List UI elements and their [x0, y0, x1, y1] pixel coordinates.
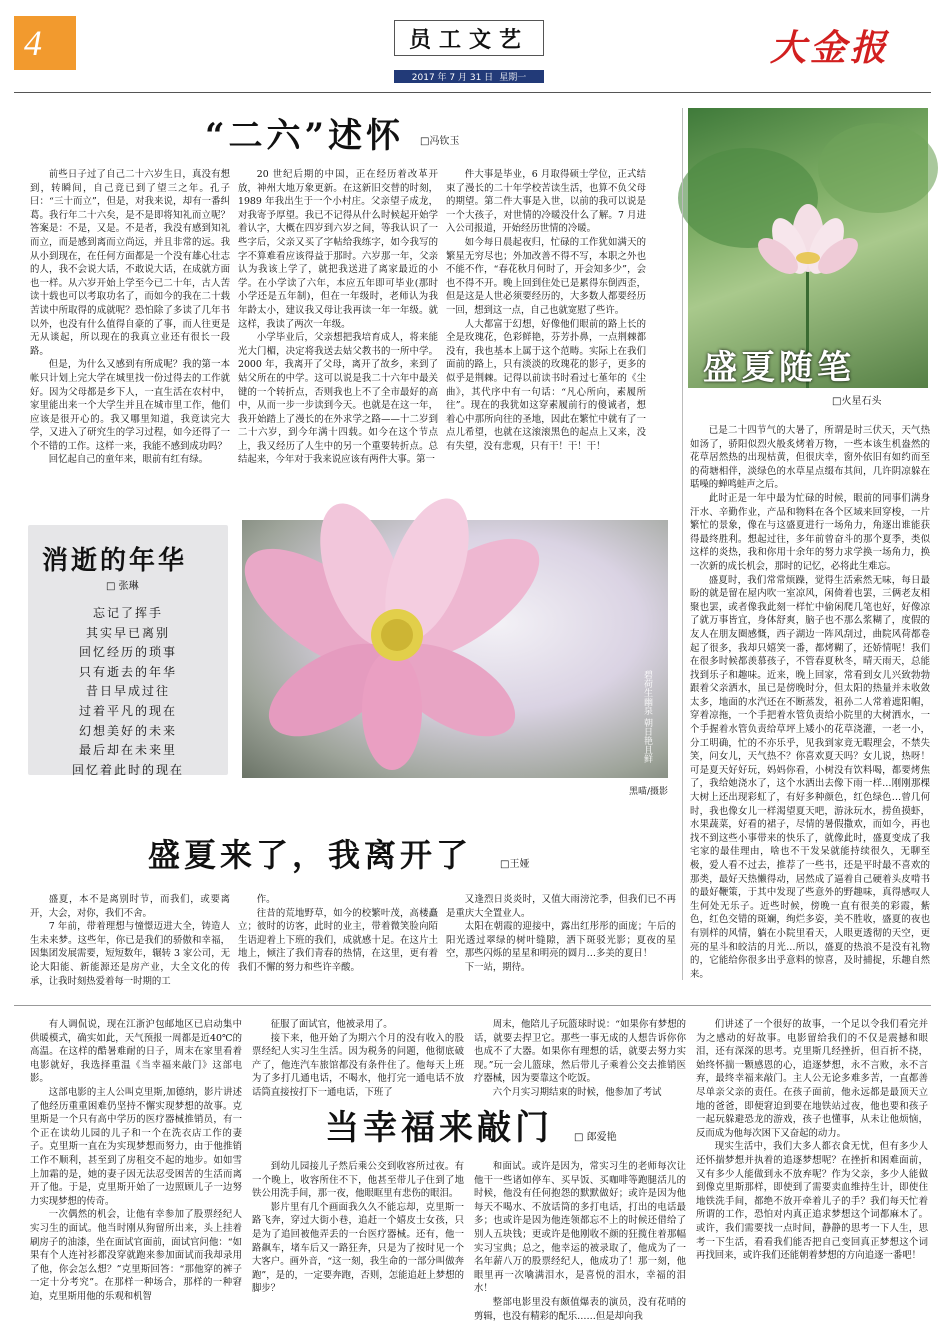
- article2-author: □火星石头: [832, 396, 882, 407]
- issue-weekday: 星期一: [499, 73, 527, 83]
- article5-col3-bottom: [474, 1160, 686, 1322]
- paragraph: 整部电影里没有颇值爆表的演员，没有花哨的剪辑，也没有精彩的配乐……但是却向我: [474, 1296, 686, 1322]
- page-number: 4: [14, 16, 76, 70]
- article4-col1: [30, 893, 230, 987]
- paragraph: 一次偶然的机会，让他有幸参加了股票经纪人实习生的面试。他当时刚从狗留所出来，头上挂着刷房子的油漆，坐在面试官面前，面试官问他：“如果有个人连衬衫都没穿就跑来参加面试而我却录用了他，你会怎么想？”克里斯回答：“那他穿的裤子一定十分考究”。在那样一种场合，那样的一种窘迫，克里斯用他的乐观和机智: [30, 1209, 242, 1302]
- date-bar: [394, 70, 544, 83]
- paragraph: 有人调侃说，现在江浙沪包邮地区已启动集中供暖模式，确实如此，天气预报一周都是近40℃的高温。在这样的酷暑难耐的日子，周末在家里看着电影就好，我选择重温《当幸福来敲门》这部电影。: [30, 1019, 242, 1085]
- poem-author: □ 张琳: [106, 581, 139, 592]
- poem-line: 回忆经历的琐事: [78, 645, 177, 660]
- paragraph: 六个月实习期结束的时候，他参加了考试: [492, 1086, 662, 1098]
- section-rule: [14, 1005, 931, 1006]
- article4-col3: [446, 893, 676, 983]
- poem-line: 只有逝去的年华: [78, 664, 177, 679]
- paragraph: 小学毕业后，父亲想把我培育成人，将来能光大门楣，决定将我送去姑父教书的一所中学。2000 年，我离开了父母，离开了故乡，来到了姑父所在的中学。这可以说是我二十六年中最关键的一个转折点，否则我也上不了全市最好的高中，从而一步一步读到今天。也就是在这一年，我开始踏上了漫长的在外求学之路——十二岁到二十六岁，到今年满十四载。如今在这个节点上，我又经历了人生中的另一个重要转折点。总结起来，今年对于我来说应该有两件大事。第一: [238, 332, 438, 466]
- paragraph: 往昔的荒地野草，如今的校繁叶茂，高楼矗立；彼时的访客，此时的业主，带着微笑脸向陌生语迎着上下班的我们，成就感十足。在这片土地上，倾注了我们青春的热情，在这里，更有着我们不懈的努力和些许辛酸。: [238, 907, 438, 973]
- paragraph: 回忆起自己的童年来，眼前有红有绿。: [48, 454, 209, 466]
- paragraph: 和面试。或许是因为，常实习生的老师每次让他干一些诸如停车、买早饭、买咖啡等跑腿活儿的时候，他没有任何抱怨的默默做好；或许是因为他每天不喝水、不放话筒的多打电话，打出的电话最多；也或许是因为他连领都忘不上的时候还借给了别人五块钱；更或许是他刚收不颜的狂揽住着那幅实习宝典；总之，他幸运的被录取了，他成为了一名年薪八万的股票经纪人，他成功了！那一刻，他眼里再一次噙满泪水，是喜悦的泪水，幸福的泪水！: [474, 1161, 686, 1295]
- poem-title: 消逝的年华: [42, 546, 188, 576]
- paragraph: 已是二十四节气的大暑了，所谓是时三伏天，天气热如汤了，骄阳似烈火般炙烤着万物，一些本该生机盎然的花草居然热的出现枯黄，但很庆幸，窗外依旧有如约而至的荷塘相伴，淡绿色的水草星点缀布其间，几许阴凉躲在聒噪的蝉鸣蛙声之后。: [690, 425, 930, 491]
- article5-col3-top: [474, 1018, 686, 1098]
- lotus-photo-center: [242, 520, 668, 778]
- paragraph: 现实生活中，我们大多人都衣食无忧，但有多少人还怀揣梦想并执着的追逐梦想呢？在挫折和困难面前，又有多少人能做到永不放弃呢？作为父亲，多少人能做到像克里斯那样，即使到了需要卖血维持生计，即使住地铁洗手间，都绝不放开牵着儿子的手？我们每天忙着所谓的工作，恐怕对内真正追求梦想这个词都麻木了。或许，我们需要找一点时间，静静的思考一下人生，思考一下生活，看看我们能否把自己变回真正梦想这个词再找回来，或许我们还能朝着梦想的方向追逐一番吧！: [696, 1141, 928, 1262]
- paragraph: 人大都富于幻想，好像他们眼前的路上长的全是玫瑰花，色彩鲜艳，芬芳扑鼻，一点荆棘都没有，我也基本上属于这个范畴。实际上在我们面前的路上，只有淡淡的玫瑰花的影子，更多的似乎是荆棘。记得以前读书时看过七堇年的《尘曲》，其代序中有一句话：“凡心所向，素履所往”。现在的我犹如这穿素履前行的傻诚者，想着心中那所向往的圣地，因此在繁忙中就有了一点儿希望，也就在这滚滚黑色的起点上又来，没有失望，没有悲观，只有干！干！干！: [446, 318, 646, 452]
- paragraph: 征服了面试官，他被录用了。: [270, 1019, 393, 1030]
- paragraph: 下一站，期待。: [464, 961, 531, 973]
- article4-col2: [238, 893, 438, 983]
- newspaper-logo: 大金报: [770, 27, 891, 69]
- article1-title: “二六”述怀: [205, 116, 405, 156]
- poem-lines: [38, 604, 218, 780]
- article5-author: □ 郎爱艳: [574, 1132, 617, 1143]
- paragraph: 们讲述了一个很好的故事，一个足以令我们看完并为之感动的好故事。电影留给我们的不仅是震撼和眼泪，还有深深的思考。克里斯几经挫折，但百折不挠，始终怀揣一颗感恩的心，追逐梦想，永不言败，永不言弃，最终幸福来敲门。主人公无论多难多苦，一直都善尽单亲父亲的责任。在孩子面前，他永远都是最顶天立地的爸爸，即便窘迫到要在地铁站过夜，他也要和孩子一起玩躲避恐龙的游戏，孩子也懂事，从未让他烦恼，反而成为他每次困下又奋起的动力。: [696, 1019, 928, 1139]
- lotus-bloom-icon: [242, 520, 668, 778]
- paragraph: 作。: [256, 894, 276, 905]
- paragraph: 7 年前，带着理想与憧憬迈进大全，铸造人生未来梦。这些年，你已是我们的骄傲和幸福，因集团发展需要，短短数年，辗转 3 家公司，无论大阳能、新能源还是房产业，大全文化的传承，让我时刻热爱着每一时期的工: [30, 921, 230, 987]
- paragraph: 接下来，他开始了为期六个月的没有收入的股票经纪人实习生生活。因为税务的问题，他彻底破产了，他连汽车旅馆都没有条件住了。他每天上班为了多打几通电话，不喝水，他打完一通电话不放话筒直接按打下一通电话，下班了: [252, 1032, 464, 1098]
- header-rule: [14, 92, 931, 93]
- article4-author: □王娅: [500, 859, 530, 870]
- paragraph: 盛夏时，我们常常烦躁，觉得生活索然无味，每日最盼的就是留在屋内吹一室凉风，闲倚着也罢，三俩老友相聚也罢，或者像我此刻一样忙中偷闲爬几笔也好，好像凉了就万事皆宜，身体舒爽，脑子也不那么浆糊了，度假的友人在朋友圈感慨，西子湖边一阵风刮过，曲院风荷都卷起了很多，我却只嬉笑一番，都烤糊了，还娇情呢！我们在很多时候都羡慕孩子，不管春夏秋冬，晴天雨天，总能找到乐子和趣味。近来，晚上回家，常看到女儿兴致勃勃跟着父亲洒水，虽已是傍晚时分，但太阳的热量并未收敛太多，地面的水汽还在不断蒸发，祖孙二人常着遮阳帽，穿着凉拖，一个手把着水管负责给小院里的大树洒水，一个手握着水管负责给草坪上矮小的花草浇灌，一老一小，分工明确，忙的不亦乐乎，见我到家竟无暇理会，不禁失笑，问女儿，天气热不？你喜欢夏天吗？女儿说，热呀！可是夏天好好玩，妈妈你看，小树没有饮料喝，都要烤焦了，我给她浇水了，这个水洒出去像下雨一样…刚刚那棵大树上还出现彩虹了，有好多种颜色，红色绿色…曾几何时，我也像女儿一样渴望夏天吧，游泳玩水，捞鱼摸虾，水果蔬菜，好看的裙子，尽情的暑假撒欢，而如今，再也找不到这些小事带来的快乐了，就像此时，盛夏变成了我宅家的最佳理由，啥也不干发呆就能持续很久，无聊至极，爱人看不过去，推荐了一些书，还是平时最不喜欢的那类，最好天热懒得动，居然成了逼着自己硬着头皮啃书的最好鞭策，于其中发现了些意外的野趣味，真得感叹人生何处无乐子。近些时候，傍晚一直有很美的彩霞，紫色，红色交错的斑斓，绚烂多姿，美不胜收，盛夏的夜也有别样的风情，躺在小院里看天，人眼更透彻的天空，更亮的星斗和皎洁的月光…所以，盛夏的热浪不是没有礼物的，它能给你很多出乎意料的惊喜，及时捕捉，乐趣自然来。: [690, 574, 930, 980]
- article5-col2-bottom: [252, 1160, 464, 1308]
- paragraph: 影片里有几个画面我久久不能忘却，克里斯一路飞奔，穿过大街小巷，追赶一个嬉皮士女孩，只是为了追回被他弄丢的一台医疗器械。还有，他一路飙车，堵车后又一路狂奔，只是为了按时见一个大客户。画外音，“这一刻，我生命的一部分叫做奔跑”，是的，一定要奔跑，否则，怎能追赶上梦想的脚步？: [252, 1201, 464, 1295]
- paragraph: 此时正是一年中最为忙碌的时候，眼前的同事们满身汗水、辛勤作业，产品和物料在各个区域来回穿梭，一片繁忙的景象，像在与这盛夏进行一场角力，角逐出谁能获得最终胜利。想起过往，多年前曾奋斗的那个夏季，类似这样的炎热，我和你用十余年的努力求学换一场角力，换一次新的成长机会，那时的记忆，必将此生难忘。: [690, 492, 930, 572]
- article4-title: 盛夏来了，我离开了: [148, 836, 473, 874]
- article5-col4: [696, 1018, 928, 1308]
- paragraph: 又逢烈日炎炎时，又值大雨滂沱季，但我们已不再是重庆大全置业人。: [446, 894, 676, 919]
- article1-col3: [446, 168, 646, 478]
- article5-title: 当幸福来敲门: [325, 1108, 553, 1148]
- photo-stamp: 碧荷生幽泉 朝日艳且鲜: [642, 670, 652, 763]
- poem-line: 昔日早成过往: [85, 684, 170, 699]
- poem-line: 最后却在未来里: [78, 743, 177, 758]
- paragraph: 太阳在朝霞的迎接中，露出红彤彤的面庞；午后的阳光透过翠绿的树叶缝隙，洒下斑驳光影；夏夜的星空，那些闪烁的星星和明亮的圆月…多美的夏日！: [446, 921, 676, 960]
- article2-title: 盛夏随笔: [703, 348, 855, 388]
- paragraph: 盛夏，本不是离别时节，而我们，或要离开，大会，对你，我们不舍。: [30, 894, 230, 919]
- photo-credit: 黑喵/摄影: [628, 787, 668, 797]
- poem-line: 其实早已离别: [85, 625, 170, 640]
- paragraph: 如今每日晨起夜归，忙碌的工作犹如满天的繁星无穷尽也；外加改善不得不写，本职之外也不能不作，“春花秋月何时了，开会知多少”，会也不得不开。晚上回到住处已是累得东倒西歪，但是这是人世必须要经历的，大多数人都要经历一回，想到这一点，自己也就宽慰了些许。: [446, 236, 646, 316]
- poem-line: 过着平凡的现在: [78, 703, 177, 718]
- column-divider: [682, 108, 683, 980]
- issue-date: 2017 年 7 月 31 日: [411, 73, 494, 83]
- section-title: 员工文艺: [394, 20, 544, 56]
- article1-col2: [238, 168, 438, 478]
- paragraph: 前些日子过了自己二十六岁生日，真没有想到，转瞬间，自己竟已到了望三之年。孔子曰：“三十而立”，但是，对我来说，却有一番纠葛。我行年二十六矣，是不是即将知礼而立呢？答案是：不是，又是。不是者，我没有感到知礼而立，而是感到离而立尚远，并且非常的远。我从小到现在，在任何方面都是一个没有雄心壮志的人，我不会说大话，不敢说大话，在成就方面也一样。从六岁开始上学至今已二十年，古人苦读十载也可以考取功名了，而如今的我在二十载苦读中所取得的成就呢？恐怕除了多读了几年书以外，也没有什么值得自豪的了事，而人往更是无从谈起，所以现在的我真立业还有很长一段路。: [30, 169, 230, 357]
- article1-col1: [30, 168, 230, 478]
- paragraph: 这部电影的主人公叫克里斯,加德纳，影片讲述了他经历重重困难仍坚持不懈实现梦想的故事。克里斯是一个只有高中学历的医疗器械推销员，有一个正在读幼儿园的儿子和一个在洗衣店工作的妻子。克里斯一直在为实现梦想而努力，由于他推销工作不顺利，甚至到了房租交不起的地步。如如雪上加霜的是，她的妻子因无法忍受困苦的生活而离开了他。于是，克里斯开始了一边照顾儿子一边努力实现梦想的传奇。: [30, 1086, 242, 1207]
- paragraph: 到幼儿园接儿子然后乘公交到收容所过夜。有一个晚上，收容所住不下，他甚至带儿子住到了地铁公用洗手间，那一夜，他眼眶里有悲伤的眼泪。: [252, 1161, 464, 1200]
- paragraph: 20 世纪后期的中国，正在经历着改革开放，神州大地万象更新。在这新旧交替的时刻，1989 年我出生于一个小村庄。父亲望子成龙，对我寄予厚望。我已不记得从什么时候起开始学着认字，大概在四岁到六岁之间，等我认识了一些字后，父亲又买了字帖给我练字，如今我写的字不算难看应该得益于那时。六岁那一年，父亲认为我该上学了，就把我送进了离家最近的小学。在小学读了六年，本应五年即可毕业(那时小学还是五年制)，但在一年级时，老师认为我年龄太小，建议我又母让我再读一年一年级。就这样，我读了两次一年级。: [238, 169, 438, 330]
- poem-line: 忘记了挥手: [92, 606, 163, 620]
- poem-line: 回忆着此时的现在: [71, 762, 184, 777]
- poem-line: 幻想美好的未来: [78, 723, 177, 738]
- paragraph: 件大事是毕业，6 月取得硕士学位，正式结束了漫长的二十年学校苦读生活，也算不负父母的期望。第二件大事是入世，以前的我可以说是一个大孩子，对世情的冷暖没什么了解。7 月进入公司报道，开始经历世情的冷暖。: [446, 169, 646, 235]
- paragraph: 周末，他陪儿子玩篮球时说：“如果你有梦想的话，就要去捍卫它。那些一事无成的人想告诉你你也成不了大器。如果你有理想的话，就要去努力实现。”玩一会儿篮球，然后带儿子乘着公交去推销医疗器械，因为要靠这个吃饭。: [474, 1019, 686, 1085]
- article2-body: [690, 424, 930, 982]
- paragraph: 但是，为什么又感到有所成呢？我的第一本帐只计划上完大学在城里找一份过得去的工作就好。因为父母都是乡下人，一直生活在农村中，家里能出来一个大学生并且在城市里工作，他们应该是很开心的。我又哪里知道，我竟读完大学，又进入了研究生的学习过程，如今还得了一个不错的工作。这样一来，我能不感到成功吗？: [30, 359, 230, 452]
- article1-author: □冯钦玉: [420, 136, 460, 147]
- article5-col2-top: [252, 1018, 464, 1098]
- article5-col1: [30, 1018, 242, 1308]
